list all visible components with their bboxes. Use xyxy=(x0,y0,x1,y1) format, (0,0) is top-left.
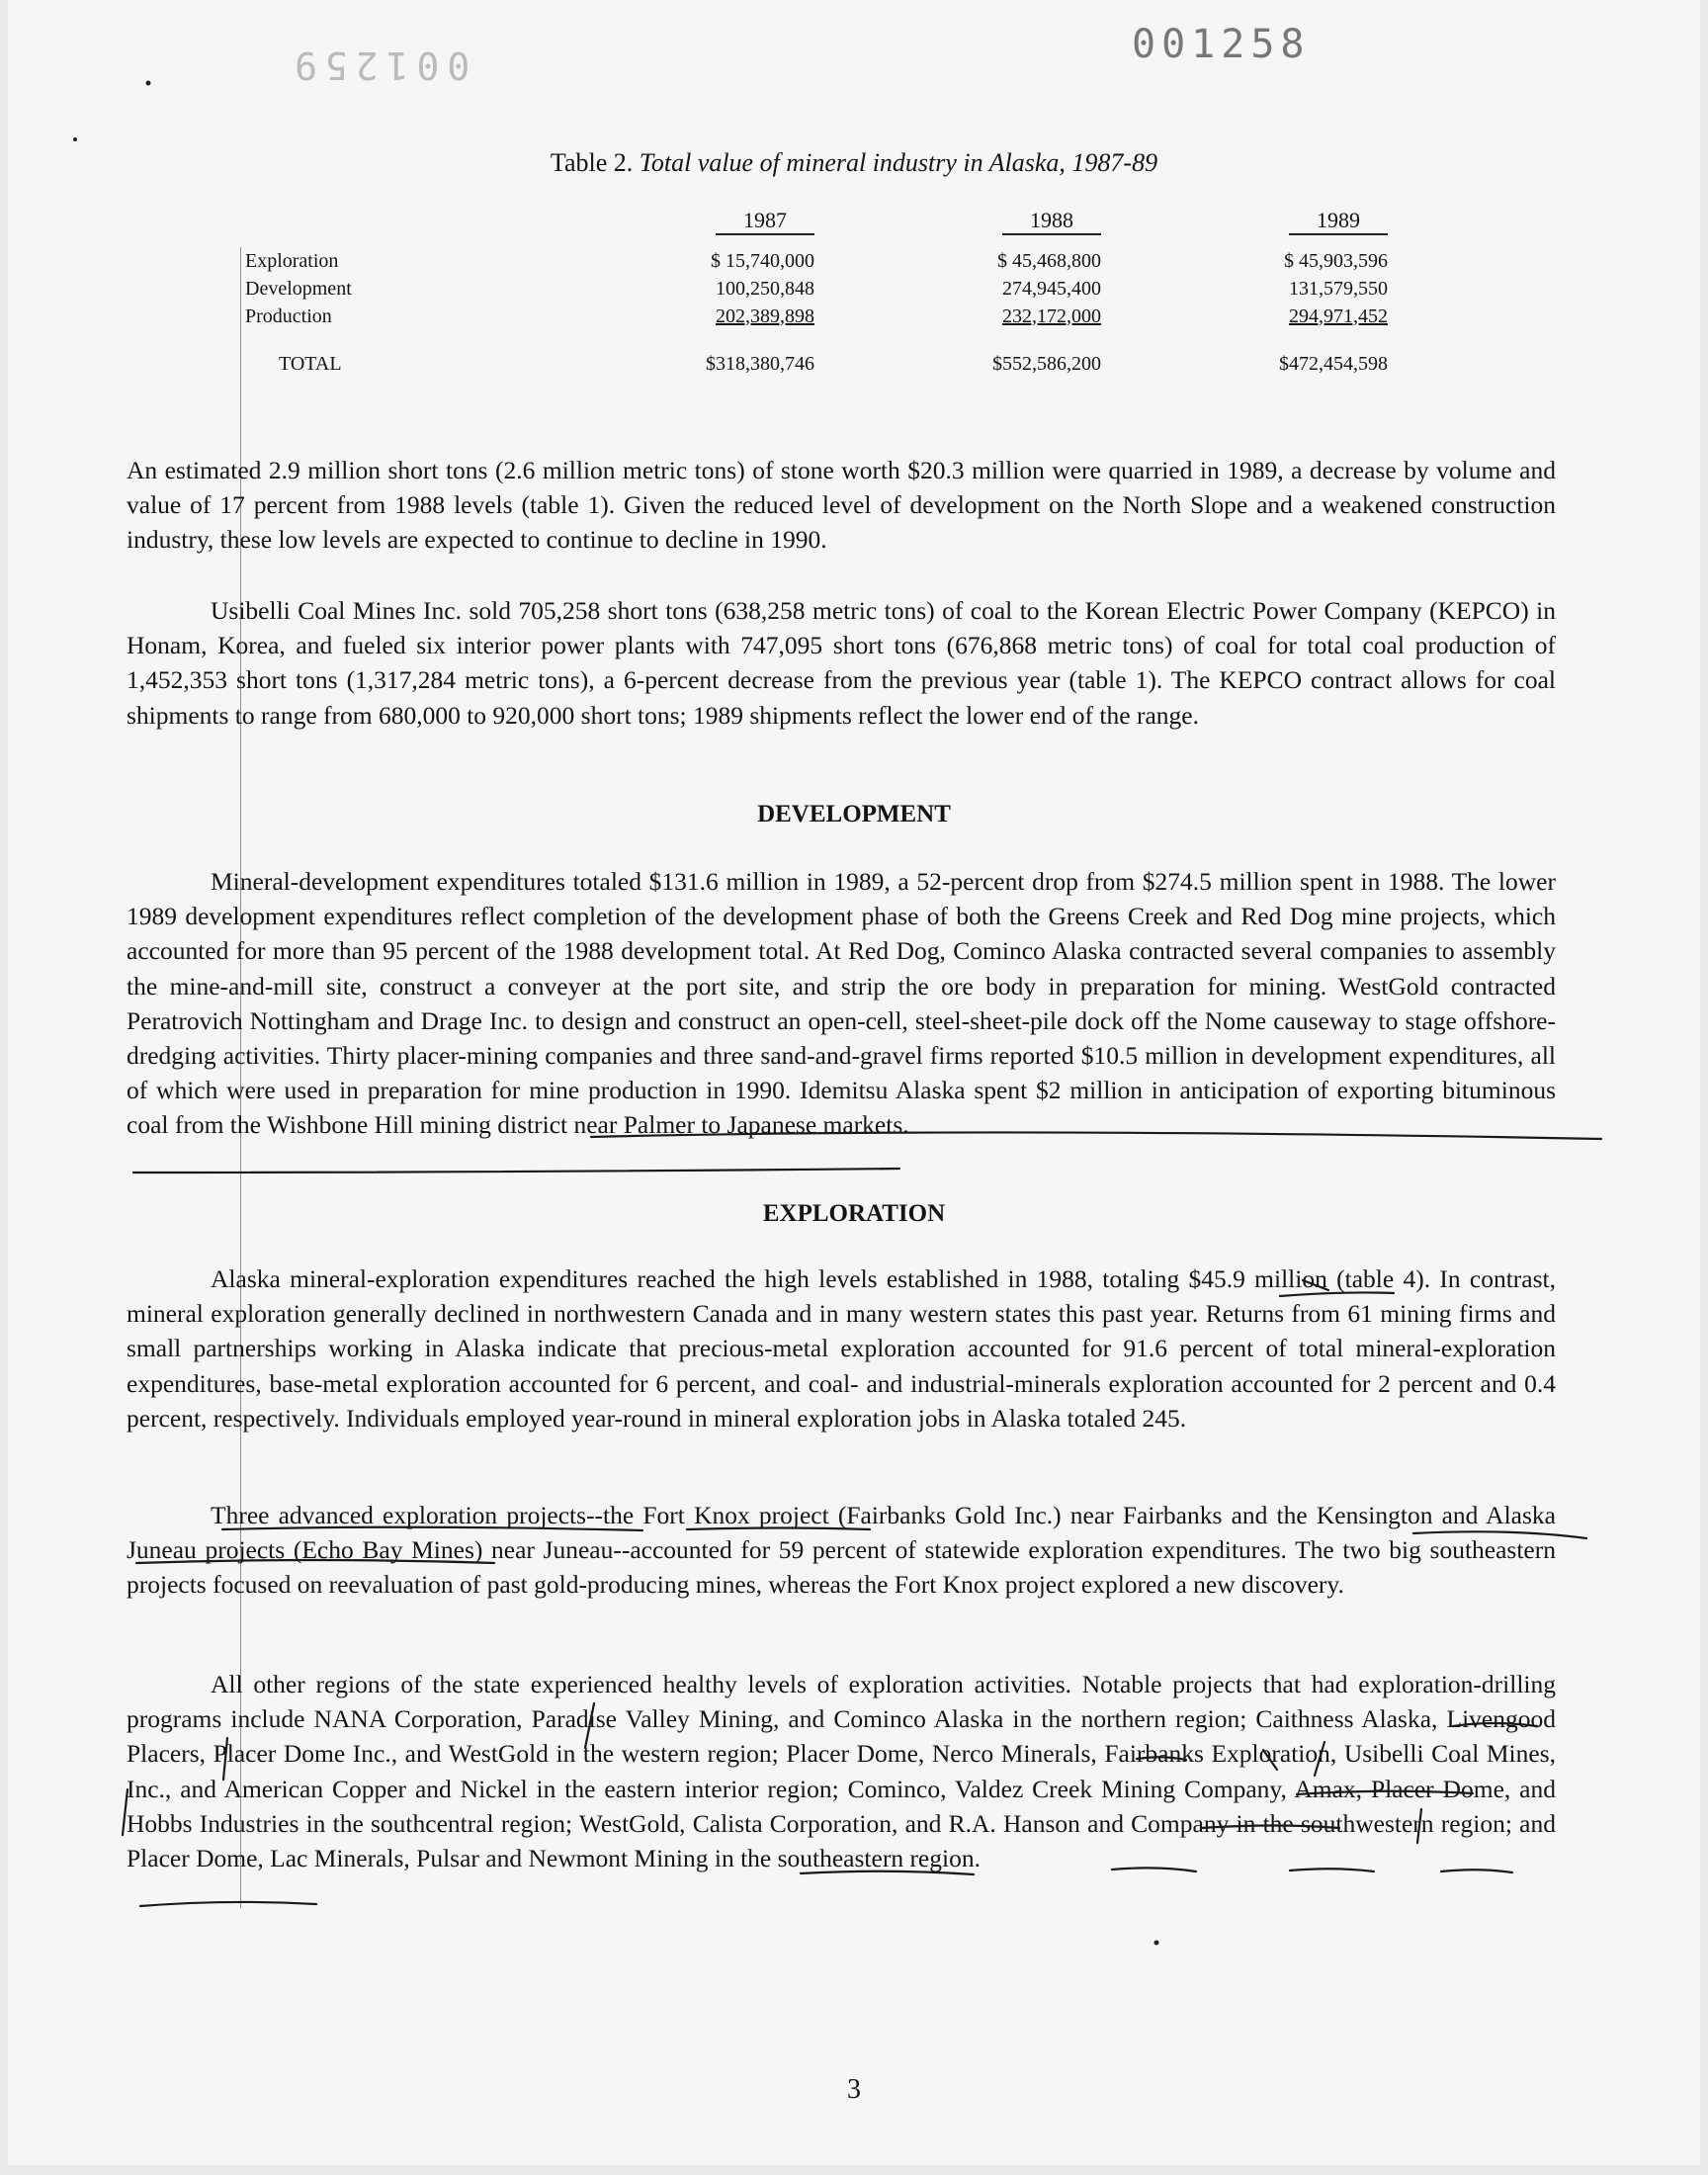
pen-underline xyxy=(687,1528,870,1530)
paragraph-stone: An estimated 2.9 million short tons (2.6 million metric tons) of stone worth $20.3 million were quarried in 1989, a decrease by volume and value of 17 percent from 1988 levels (table 1). Given the reduced level of development on the North Slope and a weakened construction industry, these low levels are expected to continue to decline in 1990. xyxy=(127,456,1556,555)
total-cell: $472,454,598 xyxy=(1279,352,1388,375)
table-cell: 232,172,000 xyxy=(1002,304,1101,327)
page-number: 3 xyxy=(847,2074,861,2105)
pen-bracket xyxy=(585,1703,594,1748)
table-cell: $ 15,740,000 xyxy=(711,249,814,272)
paragraph-development: Mineral-development expenditures totaled $131.6 million in 1989, a 52-percent drop from $274.5 million spent in 1988. The lower 1989 development expenditures reflect completion of the development phase of both the Greens Creek and Red Dog mine projects, which accounted for more than 95 percent of the 1988 development total. At Red Dog, Cominco Alaska contracted several companies to assembly the mine-and-mill site, construct a conveyer at the port site, and strip the ore body in preparation for mining. WestGold contracted Peratrovich Nottingham and Drage Inc. to design and construct an open-cell, steel-sheet-pile dock off the Nome causeway to stage offshore-dredging activities. Thirty placer-mining companies and three sand-and-gravel firms reported $10.5 million in development expenditures, all of which were used in preparation for mine production in 1990. Idemitsu Alaska spent $2 million in anticipation of exporting bituminous coal from the Wishbone Hill mining district near Palmer to Japanese markets. xyxy=(127,867,1556,1140)
paragraph-coal: Usibelli Coal Mines Inc. sold 705,258 short tons (638,258 metric tons) of coal to the Korean Electric Power Company (KEPCO) in Honam, Korea, and fueled six interior power plants with 747,095 short tons (676,868 metric tons) of coal for total coal production of 1,452,353 short tons (1,317,284 metric tons), a 6-percent decrease from the previous year (table 1). The KEPCO contract allows for coal shipments to range from 680,000 to 920,000 short tons; 1989 shipments reflect the lower end of the range. xyxy=(127,596,1556,730)
pen-bracket xyxy=(1315,1742,1324,1776)
pen-underline xyxy=(1137,1757,1186,1760)
table-cell: 202,389,898 xyxy=(716,304,814,327)
pen-tick xyxy=(1303,1280,1328,1290)
section-heading-exploration: EXPLORATION xyxy=(762,1200,946,1227)
scan-speck xyxy=(1154,1941,1159,1946)
page-stamp-top-left: 001259 xyxy=(287,44,470,87)
pen-tick xyxy=(1263,1750,1277,1770)
table-cell: 294,971,452 xyxy=(1289,304,1388,327)
total-cell: $552,586,200 xyxy=(992,352,1101,375)
row-label: Development xyxy=(245,277,352,300)
total-cell: $318,380,746 xyxy=(706,352,814,375)
pen-underline xyxy=(1413,1531,1586,1538)
pen-underline xyxy=(133,1169,899,1173)
year-header: 1987 xyxy=(716,208,814,235)
year-header: 1988 xyxy=(1002,208,1101,235)
paragraph-exploration: Alaska mineral-exploration expenditures reached the high levels established in 1988, totaling $45.9 million (table 4). In contrast, mineral exploration generally declined in northwestern Canada and in many western states this past year. Returns from 61 mining firms and small partnerships working in Alaska indicate that precious-metal exploration accounted for 91.6 percent of total mineral-exploration expenditures, base-metal exploration accounted for 6 percent, and coal- and industrial-minerals exploration accounted for 2 percent and 0.4 percent, respectively. Individuals employed year-round in mineral exploration jobs in Alaska totaled 245. xyxy=(127,1264,1556,1433)
pen-underline xyxy=(222,1527,642,1530)
row-label: Production xyxy=(245,304,332,327)
pen-underline xyxy=(140,1902,316,1906)
pen-underline xyxy=(1112,1868,1196,1871)
table-cell: 274,945,400 xyxy=(1002,277,1101,300)
scan-speck xyxy=(73,137,77,141)
paragraph-advanced-projects: Three advanced exploration projects--the Fort Knox project (Fairbanks Gold Inc.) near Fairbanks and the Kensington and Alaska Juneau projects (Echo Bay Mines) near Juneau--accounted for 59 percent of statewide exploration expenditures. The two big southeastern projects focused on reevaluation of past gold-producing mines, whereas the Fort Knox project explored a new discovery. xyxy=(127,1501,1556,1600)
pen-bracket xyxy=(223,1738,227,1780)
pen-underline xyxy=(801,1871,974,1874)
pen-bracket xyxy=(1417,1809,1421,1843)
total-label: TOTAL xyxy=(279,352,342,375)
scan-speck xyxy=(146,81,151,86)
table-title-prefix: Table 2. xyxy=(550,148,634,177)
pen-underline xyxy=(1280,1292,1394,1296)
table-cell: 131,579,550 xyxy=(1289,277,1388,300)
pen-underline xyxy=(1290,1869,1374,1871)
row-label: Exploration xyxy=(245,249,339,272)
table-cell: $ 45,903,596 xyxy=(1284,249,1388,272)
page-stamp-top-right: 001258 xyxy=(1132,22,1311,67)
pen-underline xyxy=(1297,1791,1473,1794)
pen-underline xyxy=(1441,1870,1512,1872)
paragraph-other-regions: All other regions of the state experienced healthy levels of exploration activities. Notable projects that had exploration-drilling programs include NANA Corporation, Paradise Valley Mining, and Cominco Alaska in the northern region; Caithness Alaska, Livengood Placers, Placer Dome Inc., and WestGold in the western region; Placer Dome, Nerco Minerals, Fairbanks Exploration, Usibelli Coal Mines, Inc., and American Copper and Nickel in the eastern interior region; Cominco, Valdez Creek Mining Company, Amax, Placer Dome, and Hobbs Industries in the southcentral region; WestGold, Calista Corporation, and R.A. Hanson and Company in the southwestern region; and Placer Dome, Lac Minerals, Pulsar and Newmont Mining in the southeastern region. xyxy=(127,1670,1556,1873)
pen-underline xyxy=(591,1132,1601,1139)
table-title-caption: Total value of mineral industry in Alaska, 1987-89 xyxy=(639,148,1158,177)
table-cell: $ 45,468,800 xyxy=(997,249,1101,272)
year-header: 1989 xyxy=(1289,208,1388,235)
table-cell: 100,250,848 xyxy=(716,277,814,300)
pen-underline xyxy=(1453,1723,1537,1726)
pen-underline xyxy=(1201,1826,1339,1829)
pen-bracket xyxy=(123,1789,128,1835)
section-heading-development: DEVELOPMENT xyxy=(757,801,951,827)
pen-underline xyxy=(136,1560,494,1563)
